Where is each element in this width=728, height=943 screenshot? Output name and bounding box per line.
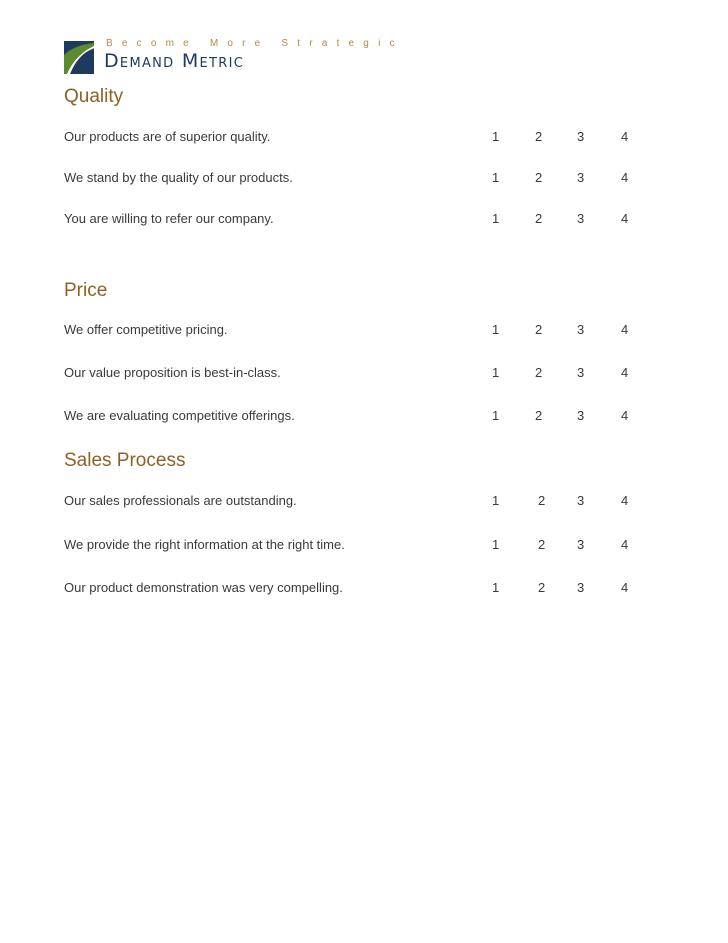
rating-option-4[interactable]: 4 bbox=[621, 170, 629, 185]
rating-statement: We are evaluating competitive offerings. bbox=[64, 408, 295, 423]
rating-statement: We provide the right information at the right time. bbox=[64, 537, 345, 552]
section-title-price: Price bbox=[64, 280, 108, 301]
rating-statement: You are willing to refer our company. bbox=[64, 211, 274, 226]
rating-option-1[interactable]: 1 bbox=[492, 493, 500, 508]
rating-row bbox=[64, 408, 644, 428]
demand-metric-swoosh-icon bbox=[64, 41, 94, 74]
logo-brand-name: Demand Metric bbox=[104, 50, 245, 72]
rating-statement: Our products are of superior quality. bbox=[64, 129, 271, 144]
rating-option-3[interactable]: 3 bbox=[577, 365, 585, 380]
rating-option-4[interactable]: 4 bbox=[621, 365, 629, 380]
rating-option-4[interactable]: 4 bbox=[621, 493, 629, 508]
rating-option-4[interactable]: 4 bbox=[621, 211, 629, 226]
rating-option-4[interactable]: 4 bbox=[621, 129, 629, 144]
rating-option-2[interactable]: 2 bbox=[538, 537, 546, 552]
rating-option-4[interactable]: 4 bbox=[621, 580, 629, 595]
rating-option-2[interactable]: 2 bbox=[535, 170, 543, 185]
rating-option-1[interactable]: 1 bbox=[492, 580, 500, 595]
section-title-sales-process: Sales Process bbox=[64, 450, 186, 471]
rating-option-3[interactable]: 3 bbox=[577, 580, 585, 595]
rating-option-1[interactable]: 1 bbox=[492, 211, 500, 226]
rating-option-3[interactable]: 3 bbox=[577, 129, 585, 144]
rating-row bbox=[64, 129, 644, 149]
rating-option-3[interactable]: 3 bbox=[577, 408, 585, 423]
rating-row bbox=[64, 580, 644, 600]
rating-option-1[interactable]: 1 bbox=[492, 537, 500, 552]
rating-statement: We offer competitive pricing. bbox=[64, 322, 228, 337]
rating-option-2[interactable]: 2 bbox=[535, 408, 543, 423]
rating-option-4[interactable]: 4 bbox=[621, 537, 629, 552]
rating-option-2[interactable]: 2 bbox=[535, 211, 543, 226]
rating-statement: We stand by the quality of our products. bbox=[64, 170, 293, 185]
logo-tagline: Become More Strategic bbox=[106, 38, 404, 49]
rating-row bbox=[64, 365, 644, 385]
rating-option-3[interactable]: 3 bbox=[577, 322, 585, 337]
rating-option-3[interactable]: 3 bbox=[577, 493, 585, 508]
section-title-quality: Quality bbox=[64, 86, 124, 107]
rating-option-1[interactable]: 1 bbox=[492, 170, 500, 185]
rating-option-3[interactable]: 3 bbox=[577, 170, 585, 185]
rating-option-1[interactable]: 1 bbox=[492, 408, 500, 423]
rating-option-4[interactable]: 4 bbox=[621, 322, 629, 337]
rating-option-1[interactable]: 1 bbox=[492, 365, 500, 380]
rating-statement: Our sales professionals are outstanding. bbox=[64, 493, 297, 508]
rating-statement: Our value proposition is best-in-class. bbox=[64, 365, 281, 380]
rating-option-2[interactable]: 2 bbox=[535, 129, 543, 144]
rating-option-3[interactable]: 3 bbox=[577, 211, 585, 226]
rating-option-2[interactable]: 2 bbox=[538, 493, 546, 508]
rating-row bbox=[64, 211, 644, 231]
rating-statement: Our product demonstration was very compelling. bbox=[64, 580, 343, 595]
rating-row bbox=[64, 493, 644, 513]
rating-option-3[interactable]: 3 bbox=[577, 537, 585, 552]
rating-option-1[interactable]: 1 bbox=[492, 129, 500, 144]
rating-row bbox=[64, 537, 644, 557]
rating-option-2[interactable]: 2 bbox=[538, 580, 546, 595]
rating-option-2[interactable]: 2 bbox=[535, 322, 543, 337]
rating-option-4[interactable]: 4 bbox=[621, 408, 629, 423]
rating-option-2[interactable]: 2 bbox=[535, 365, 543, 380]
rating-row bbox=[64, 170, 644, 190]
demand-metric-logo bbox=[64, 38, 404, 78]
rating-option-1[interactable]: 1 bbox=[492, 322, 500, 337]
rating-row bbox=[64, 322, 644, 342]
